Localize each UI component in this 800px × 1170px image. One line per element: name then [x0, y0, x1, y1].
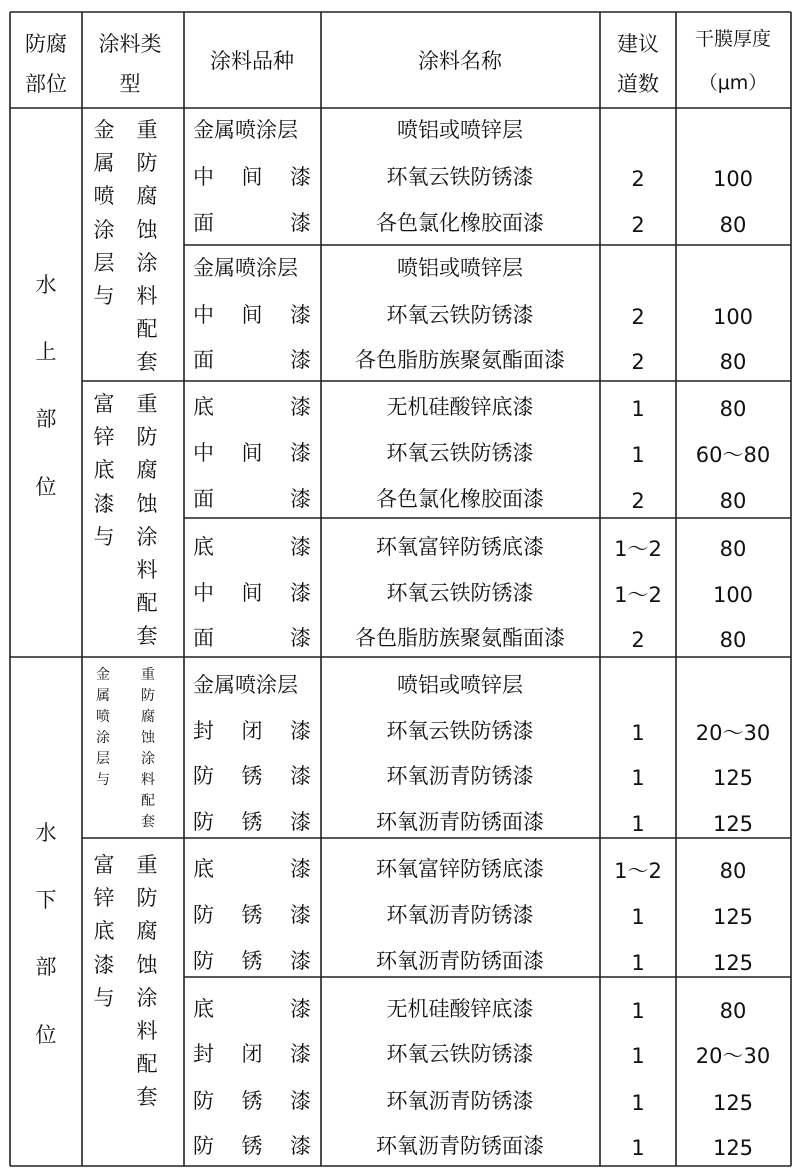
cell-variety-char: 漆 — [290, 1089, 311, 1113]
header-variety: 涂料品种 — [210, 49, 294, 73]
cell-variety-char: 锈 — [241, 949, 263, 973]
cell-coats: 1 — [631, 766, 645, 790]
cell-variety-char: 面 — [193, 211, 214, 235]
cell-variety — [193, 1044, 311, 1065]
cell-thickness: 80 — [719, 628, 747, 652]
cell-thickness: 125 — [712, 1091, 754, 1115]
cell-variety: 金属喷涂层 — [193, 673, 298, 697]
cell-variety-char: 中 — [193, 165, 214, 189]
cell-name: 环氧沥青防锈漆 — [386, 1089, 534, 1113]
cell-variety — [193, 583, 311, 604]
cell-variety-char: 漆 — [290, 810, 311, 834]
cell-coats: 2 — [631, 213, 645, 237]
cell-variety-char: 底 — [193, 997, 214, 1021]
cell-variety-char: 漆 — [290, 997, 311, 1021]
cell-thickness: 60～80 — [695, 443, 771, 467]
cell-thickness: 125 — [712, 1136, 754, 1160]
cell-thickness: 125 — [712, 812, 754, 836]
system-type-1-right: 重防腐蚀涂料配套 — [136, 118, 158, 375]
cell-name: 环氧云铁防锈漆 — [386, 441, 534, 465]
cell-variety — [193, 167, 311, 188]
system-type-2-right: 重防腐蚀涂料配套 — [136, 392, 158, 649]
part-above-water: 水上部位 — [35, 273, 57, 499]
cell-thickness: 125 — [712, 951, 754, 975]
cell-variety — [193, 537, 311, 558]
cell-coats: 1 — [631, 721, 645, 745]
cell-thickness: 80 — [719, 397, 747, 421]
cell-variety-char: 防 — [193, 1134, 214, 1158]
cell-coats: 1 — [631, 905, 645, 929]
cell-coats: 2 — [631, 628, 645, 652]
cell-name: 环氧富锌防锈底漆 — [376, 857, 544, 881]
cell-thickness: 80 — [719, 537, 747, 561]
cell-coats: 1 — [631, 443, 645, 467]
cell-variety-char: 漆 — [290, 487, 311, 511]
cell-name: 环氧沥青防锈漆 — [386, 764, 534, 788]
cell-thickness: 20～30 — [695, 1044, 771, 1068]
cell-variety-char: 漆 — [290, 903, 311, 927]
cell-name: 喷铝或喷锌层 — [397, 673, 523, 697]
cell-name: 环氧云铁防锈漆 — [386, 719, 534, 743]
cell-coats: 1 — [631, 999, 645, 1023]
cell-variety — [193, 905, 311, 926]
cell-variety-char: 封 — [193, 719, 214, 743]
cell-variety-char: 漆 — [290, 1134, 311, 1158]
cell-coats: 1～2 — [614, 859, 662, 883]
cell-variety-char: 漆 — [290, 764, 311, 788]
cell-variety-char: 间 — [241, 165, 263, 189]
cell-variety-char: 间 — [241, 303, 263, 327]
cell-name: 环氧沥青防锈面漆 — [376, 949, 544, 973]
system-type-3-left: 金属喷涂层与 — [96, 667, 110, 788]
cell-coats: 2 — [631, 489, 645, 513]
cell-coats: 1 — [631, 812, 645, 836]
cell-variety-char: 中 — [193, 303, 214, 327]
cell-variety — [193, 489, 311, 510]
system-type-3-right: 重防腐蚀涂料配套 — [141, 667, 155, 830]
system-type-1-left: 金属喷涂层与 — [93, 118, 115, 308]
cell-variety-char: 锈 — [241, 764, 263, 788]
cell-thickness: 125 — [712, 766, 754, 790]
header-thickness-line2: （μm） — [698, 72, 768, 94]
header-thickness-line1: 干膜厚度 — [694, 28, 772, 50]
cell-variety-char: 漆 — [290, 1042, 311, 1066]
cell-name: 环氧沥青防锈面漆 — [376, 1134, 544, 1158]
header-coats: 建议道数 — [617, 32, 659, 96]
header-part: 防腐部位 — [25, 32, 67, 96]
cell-variety — [193, 766, 311, 787]
cell-thickness: 80 — [719, 213, 747, 237]
cell-variety-char: 防 — [193, 810, 214, 834]
system-type-4-left: 富锌底漆与 — [93, 853, 115, 1010]
cell-variety-char: 封 — [193, 1042, 214, 1066]
cell-variety: 金属喷涂层 — [193, 118, 298, 142]
cell-variety-char: 防 — [193, 764, 214, 788]
cell-coats: 2 — [631, 305, 645, 329]
cell-name: 环氧云铁防锈漆 — [386, 165, 534, 189]
cell-coats: 2 — [631, 167, 645, 191]
cell-variety — [193, 305, 311, 326]
cell-name: 各色氯化橡胶面漆 — [376, 487, 544, 511]
cell-variety-char: 漆 — [290, 165, 311, 189]
cell-name: 环氧云铁防锈漆 — [386, 581, 534, 605]
part-below-water: 水下部位 — [35, 821, 57, 1047]
cell-name: 喷铝或喷锌层 — [397, 118, 523, 142]
cell-variety: 金属喷涂层 — [193, 256, 298, 280]
cell-name: 各色脂肪族聚氨酯面漆 — [355, 626, 565, 650]
system-type-4-right: 重防腐蚀涂料配套 — [136, 853, 158, 1110]
cell-variety-char: 中 — [193, 581, 214, 605]
cell-variety-char: 间 — [241, 441, 263, 465]
cell-coats: 1 — [631, 951, 645, 975]
cell-thickness: 20～30 — [695, 721, 771, 745]
cell-variety — [193, 397, 311, 418]
cell-name: 无机硅酸锌底漆 — [386, 395, 534, 419]
header-name: 涂料名称 — [418, 49, 502, 73]
cell-variety — [193, 213, 311, 234]
cell-variety-char: 中 — [193, 441, 214, 465]
cell-variety-char: 漆 — [290, 857, 311, 881]
cell-variety — [193, 812, 311, 833]
cell-variety-char: 漆 — [290, 535, 311, 559]
cell-coats: 1 — [631, 1044, 645, 1068]
cell-variety-char: 闭 — [241, 719, 263, 743]
cell-variety-char: 漆 — [290, 626, 311, 650]
cell-variety — [193, 999, 311, 1020]
cell-variety-char: 漆 — [290, 581, 311, 605]
cell-variety-char: 面 — [193, 487, 214, 511]
cell-variety-char: 漆 — [290, 719, 311, 743]
cell-variety-char: 间 — [241, 581, 263, 605]
cell-coats: 1 — [631, 397, 645, 421]
cell-thickness: 80 — [719, 859, 747, 883]
cell-variety-char: 闭 — [241, 1042, 263, 1066]
cell-variety-char: 漆 — [290, 395, 311, 419]
cell-variety — [193, 1091, 311, 1112]
cell-variety — [193, 721, 311, 742]
cell-name: 环氧富锌防锈底漆 — [376, 535, 544, 559]
cell-thickness: 100 — [712, 305, 754, 329]
cell-variety-char: 锈 — [241, 1134, 263, 1158]
cell-name: 环氧沥青防锈漆 — [386, 903, 534, 927]
cell-variety-char: 面 — [193, 348, 214, 372]
cell-variety — [193, 859, 311, 880]
cell-variety-char: 锈 — [241, 1089, 263, 1113]
cell-name: 环氧云铁防锈漆 — [386, 1042, 534, 1066]
cell-coats: 1 — [631, 1136, 645, 1160]
cell-coats: 1～2 — [614, 537, 662, 561]
cell-variety-char: 漆 — [290, 348, 311, 372]
cell-variety — [193, 443, 311, 464]
cell-name: 环氧沥青防锈面漆 — [376, 810, 544, 834]
cell-name: 各色氯化橡胶面漆 — [376, 211, 544, 235]
cell-variety — [193, 951, 311, 972]
system-type-2-left: 富锌底漆与 — [93, 392, 115, 549]
cell-thickness: 100 — [712, 583, 754, 607]
cell-thickness: 80 — [719, 489, 747, 513]
cell-name: 环氧云铁防锈漆 — [386, 303, 534, 327]
cell-coats: 1～2 — [614, 583, 662, 607]
cell-variety — [193, 628, 311, 649]
cell-variety — [193, 1136, 311, 1157]
cell-coats: 2 — [631, 350, 645, 374]
cell-thickness: 125 — [712, 905, 754, 929]
cell-name: 无机硅酸锌底漆 — [386, 997, 534, 1021]
cell-thickness: 100 — [712, 167, 754, 191]
cell-variety-char: 防 — [193, 1089, 214, 1113]
cell-variety-char: 面 — [193, 626, 214, 650]
header-type: 涂料类型 — [98, 32, 162, 96]
cell-variety-char: 锈 — [241, 810, 263, 834]
cell-variety — [193, 350, 311, 371]
cell-variety-char: 底 — [193, 395, 214, 419]
cell-variety-char: 防 — [193, 903, 214, 927]
cell-name: 各色脂肪族聚氨酯面漆 — [355, 348, 565, 372]
cell-variety-char: 漆 — [290, 211, 311, 235]
cell-coats: 1 — [631, 1091, 645, 1115]
cell-thickness: 80 — [719, 999, 747, 1023]
cell-variety-char: 漆 — [290, 949, 311, 973]
cell-thickness: 80 — [719, 350, 747, 374]
cell-variety-char: 漆 — [290, 441, 311, 465]
cell-variety-char: 防 — [193, 949, 214, 973]
cell-variety-char: 锈 — [241, 903, 263, 927]
cell-name: 喷铝或喷锌层 — [397, 256, 523, 280]
cell-variety-char: 底 — [193, 535, 214, 559]
cell-variety-char: 漆 — [290, 303, 311, 327]
cell-variety-char: 底 — [193, 857, 214, 881]
